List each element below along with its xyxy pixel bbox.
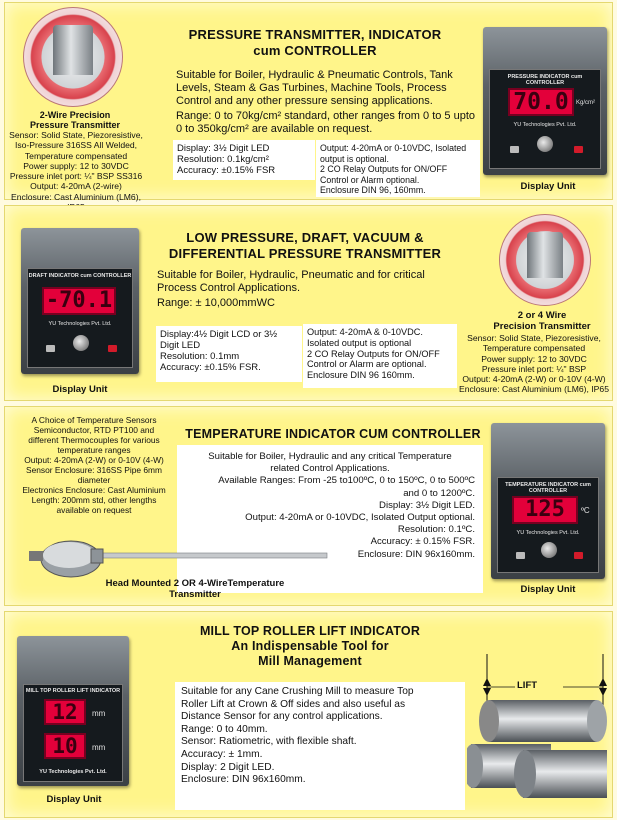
title-line: Mill Management — [258, 654, 362, 668]
spec-line: Pressure inlet port: ¼" BSP — [481, 363, 587, 374]
spec-line: Sensor Enclosure: 316SS Pipe 6mm — [26, 465, 162, 475]
lift-label: LIFT — [517, 680, 538, 691]
temperature-display-unit — [491, 423, 605, 579]
led-display: -70.1 — [42, 287, 116, 315]
spec-line: Temperature compensated — [482, 343, 586, 354]
section-title: TEMPERATURE INDICATOR CUM CONTROLLER — [185, 427, 481, 441]
desc-line: Available Ranges: From -25 to100ºC, 0 to 150ºC, 0 to 500ºC — [218, 475, 475, 487]
spec-box-left — [173, 140, 315, 180]
desc-line: Distance Sensor for any control applications. — [181, 711, 383, 723]
sensor-specs — [11, 415, 177, 515]
transmitter-housing — [527, 232, 563, 278]
desc-line: Enclosure: DIN 96x160mm. — [357, 548, 475, 560]
spec-line: Enclosure DIN 96, 160mm. — [320, 185, 426, 195]
pressure-display-unit — [483, 27, 607, 175]
title-line: LOW PRESSURE, DRAFT, VACUUM & — [186, 230, 424, 245]
unit-label: mm — [92, 709, 106, 718]
spec-line: Display: 3½ Digit LED — [177, 143, 270, 154]
range: Range: ± 10,000mmWC — [157, 297, 275, 309]
desc-line: Resolution: 0.1ºC. — [397, 524, 475, 536]
unit-label: mm — [92, 743, 106, 752]
led-display: 70.0 — [508, 88, 574, 116]
knob-icon — [541, 542, 557, 558]
description-box — [175, 682, 465, 810]
desc-line: Display: 3½ Digit LED. — [379, 499, 475, 511]
transmitter-title — [469, 310, 615, 332]
spec-line: Enclosure: Cast Aluminium (LM6), — [11, 191, 141, 202]
desc-line: Suitable for Boiler, Hydraulic and any critical Temperature — [208, 451, 452, 462]
spec-line: Pressure inlet port: ¼" BSP SS316 — [9, 171, 143, 182]
probe-caption — [85, 578, 305, 600]
desc-line: related Control Applications. — [270, 463, 390, 475]
spec-line: Length: 200mm std, other lengths — [31, 495, 157, 505]
mill-rollers-image — [467, 640, 612, 815]
spec-line: Output: 4-20mA & 0-10VDC. Isolated output is optional — [307, 327, 423, 348]
desc-line: Accuracy: ± 0.15% FSR. — [370, 536, 475, 548]
device-label: TEMPERATURE INDICATOR cum CONTROLLER — [505, 482, 591, 494]
spec-line: Resolution: 0.1mm — [160, 351, 240, 362]
transmitter-specs — [455, 333, 613, 395]
device-face — [27, 268, 133, 368]
desc-line: and 0 to 1200ºC. — [403, 487, 475, 499]
button-icon — [46, 345, 55, 352]
spec-line: Power supply: 12 to 30VDC — [481, 353, 587, 364]
device-label: MILL TOP ROLLER LIFT INDICATOR — [25, 688, 121, 694]
description: Suitable for Boiler, Hydraulic & Pneumatic Controls, Tank Levels, Steam & Gas Turbines, Machine Tools, Process Control and any other pressure sensing applications. — [176, 69, 453, 107]
device-label: PRESSURE INDICATOR cum CONTROLLER — [507, 74, 583, 86]
pressure-section — [4, 2, 613, 200]
button-icon — [516, 552, 525, 559]
device-label: DRAFT INDICATOR cum CONTROLLER — [28, 273, 132, 279]
knob-icon — [537, 136, 553, 152]
desc-line: Enclosure: DIN 96x160mm. — [181, 774, 306, 786]
transmitter-housing — [53, 25, 93, 75]
spec-line: temperature ranges — [57, 445, 131, 455]
spec-line: Semiconductor, RTD PT100 and — [33, 425, 155, 435]
spec-line: Power supply: 12 to 30VDC — [23, 160, 129, 171]
desc-line: Accuracy: ± 1mm. — [181, 748, 263, 760]
desc-line: Roller Lift at Crown & Off sides and also useful as — [181, 698, 406, 710]
transmitter-specs — [7, 130, 145, 212]
display-unit-label: Display Unit — [520, 181, 576, 192]
display-unit-label: Display Unit — [46, 794, 102, 805]
spec-line: Output: 4-20mA (2-wire) — [30, 181, 122, 192]
unit-label: Kg/cm² — [576, 100, 596, 106]
button-icon — [108, 345, 117, 352]
desc-line: Suitable for any Cane Crushing Mill to measure Top — [181, 686, 414, 697]
device-face — [497, 477, 599, 573]
device-face — [23, 684, 123, 782]
spec-line: A Choice of Temperature Sensors — [31, 415, 157, 425]
section-title — [145, 230, 465, 262]
spec-line: Sensor: Solid State, Piezoresistive, — [9, 130, 143, 140]
led-display-bottom: 10 — [44, 733, 86, 759]
spec-line: Iso-Pressure 316SS All Welded, — [14, 140, 138, 151]
spec-line: Enclosure: Cast Aluminium (LM6), IP65 — [459, 384, 609, 395]
spec-line: 2 CO Relay Outputs for ON/OFF Control or Alarm are optional. — [307, 348, 440, 370]
spec-line: Temperature compensated — [24, 150, 128, 161]
transmitter-title: 2-Wire Precision Pressure Transmitter — [29, 110, 121, 130]
spec-line: available on request — [56, 505, 132, 515]
title-line: Precision Transmitter — [493, 321, 591, 332]
unit-label: ºC — [581, 506, 590, 515]
section-title — [155, 27, 475, 59]
spec-box-right — [303, 324, 457, 388]
spec-box-left — [156, 326, 302, 382]
mill-display-unit — [17, 636, 129, 786]
title-line: DIFFERENTIAL PRESSURE TRANSMITTER — [168, 246, 442, 261]
spec-line: diameter — [77, 475, 111, 485]
device-face — [489, 69, 601, 169]
company-label: YU Technologies Pvt. Ltd. — [513, 122, 577, 128]
button-icon — [574, 146, 583, 153]
spec-line: Sensor: Solid State, Piezoresistive, — [467, 333, 601, 343]
desc-line: Output: 4-20mA or 0-10VDC, Isolated Output optional. — [245, 512, 475, 524]
title-line: MILL TOP ROLLER LIFT INDICATOR — [199, 624, 421, 638]
title-line: 2 or 4 Wire — [517, 310, 567, 321]
led-display: 125 — [512, 496, 578, 524]
button-icon — [574, 552, 583, 559]
spec-line: Output: 4-20mA (2-W) or 0-10V (4-W) — [462, 374, 606, 385]
company-label: YU Technologies Pvt. Ltd. — [516, 530, 580, 536]
desc-line: Display: 2 Digit LED. — [181, 761, 275, 773]
title-line: PRESSURE TRANSMITTER, INDICATOR — [188, 27, 442, 42]
section-title — [155, 624, 465, 669]
title-line: cum CONTROLLER — [253, 43, 377, 58]
low-pressure-section — [4, 205, 613, 401]
led-display-top: 12 — [44, 699, 86, 725]
knob-icon — [73, 335, 89, 351]
title-line: An Indispensable Tool for — [231, 639, 389, 653]
button-icon — [510, 146, 519, 153]
temperature-probe-image — [29, 525, 329, 585]
spec-line: Electronics Enclosure: Cast Aluminium — [22, 485, 166, 495]
spec-line: Resolution: 0.1kg/cm² — [177, 154, 269, 165]
spec-line: different Thermocouples for various — [28, 435, 160, 445]
mill-section — [4, 611, 613, 818]
company-label: YU Technologies Pvt. Ltd. — [48, 321, 112, 327]
spec-box-right — [316, 140, 480, 197]
display-unit-label: Display Unit — [520, 584, 576, 595]
spec-line: 2 CO Relay Outputs for ON/OFF Control or Alarm optional. — [320, 164, 448, 185]
spec-line: Output: 4-20mA (2-W) or 0-10V (4-W) — [24, 455, 164, 465]
desc-line: Range: 0 to 40mm. — [181, 723, 268, 735]
spec-line: Output: 4-20mA or 0-10VDC, Isolated output is optional. — [320, 143, 467, 164]
description: Suitable for Boiler, Hydraulic, Pneumatic and for critical Process Control Applications. — [157, 269, 425, 294]
display-unit-label: Display Unit — [52, 384, 108, 395]
spec-line: Accuracy: ±0.15% FSR — [177, 165, 276, 176]
spec-line: Accuracy: ±0.15% FSR. — [160, 362, 261, 373]
spec-line: Enclosure DIN 96 160mm. — [307, 370, 415, 381]
caption-line: Head Mounted 2 OR 4-WireTemperature — [105, 578, 285, 589]
company-label: YU Technologies Pvt. Ltd. — [39, 769, 107, 775]
range: Range: 0 to 70kg/cm² standard, other ranges from 0 to 5 upto 0 to 350kg/cm² are available on request. — [176, 110, 476, 135]
draft-display-unit — [21, 228, 139, 374]
caption-line: Transmitter — [169, 589, 221, 600]
spec-line: Display:4½ Digit LCD or 3½ Digit LED — [160, 329, 278, 351]
desc-line: Sensor: Ratiometric, with flexible shaft. — [181, 736, 357, 748]
temperature-section — [4, 406, 613, 606]
